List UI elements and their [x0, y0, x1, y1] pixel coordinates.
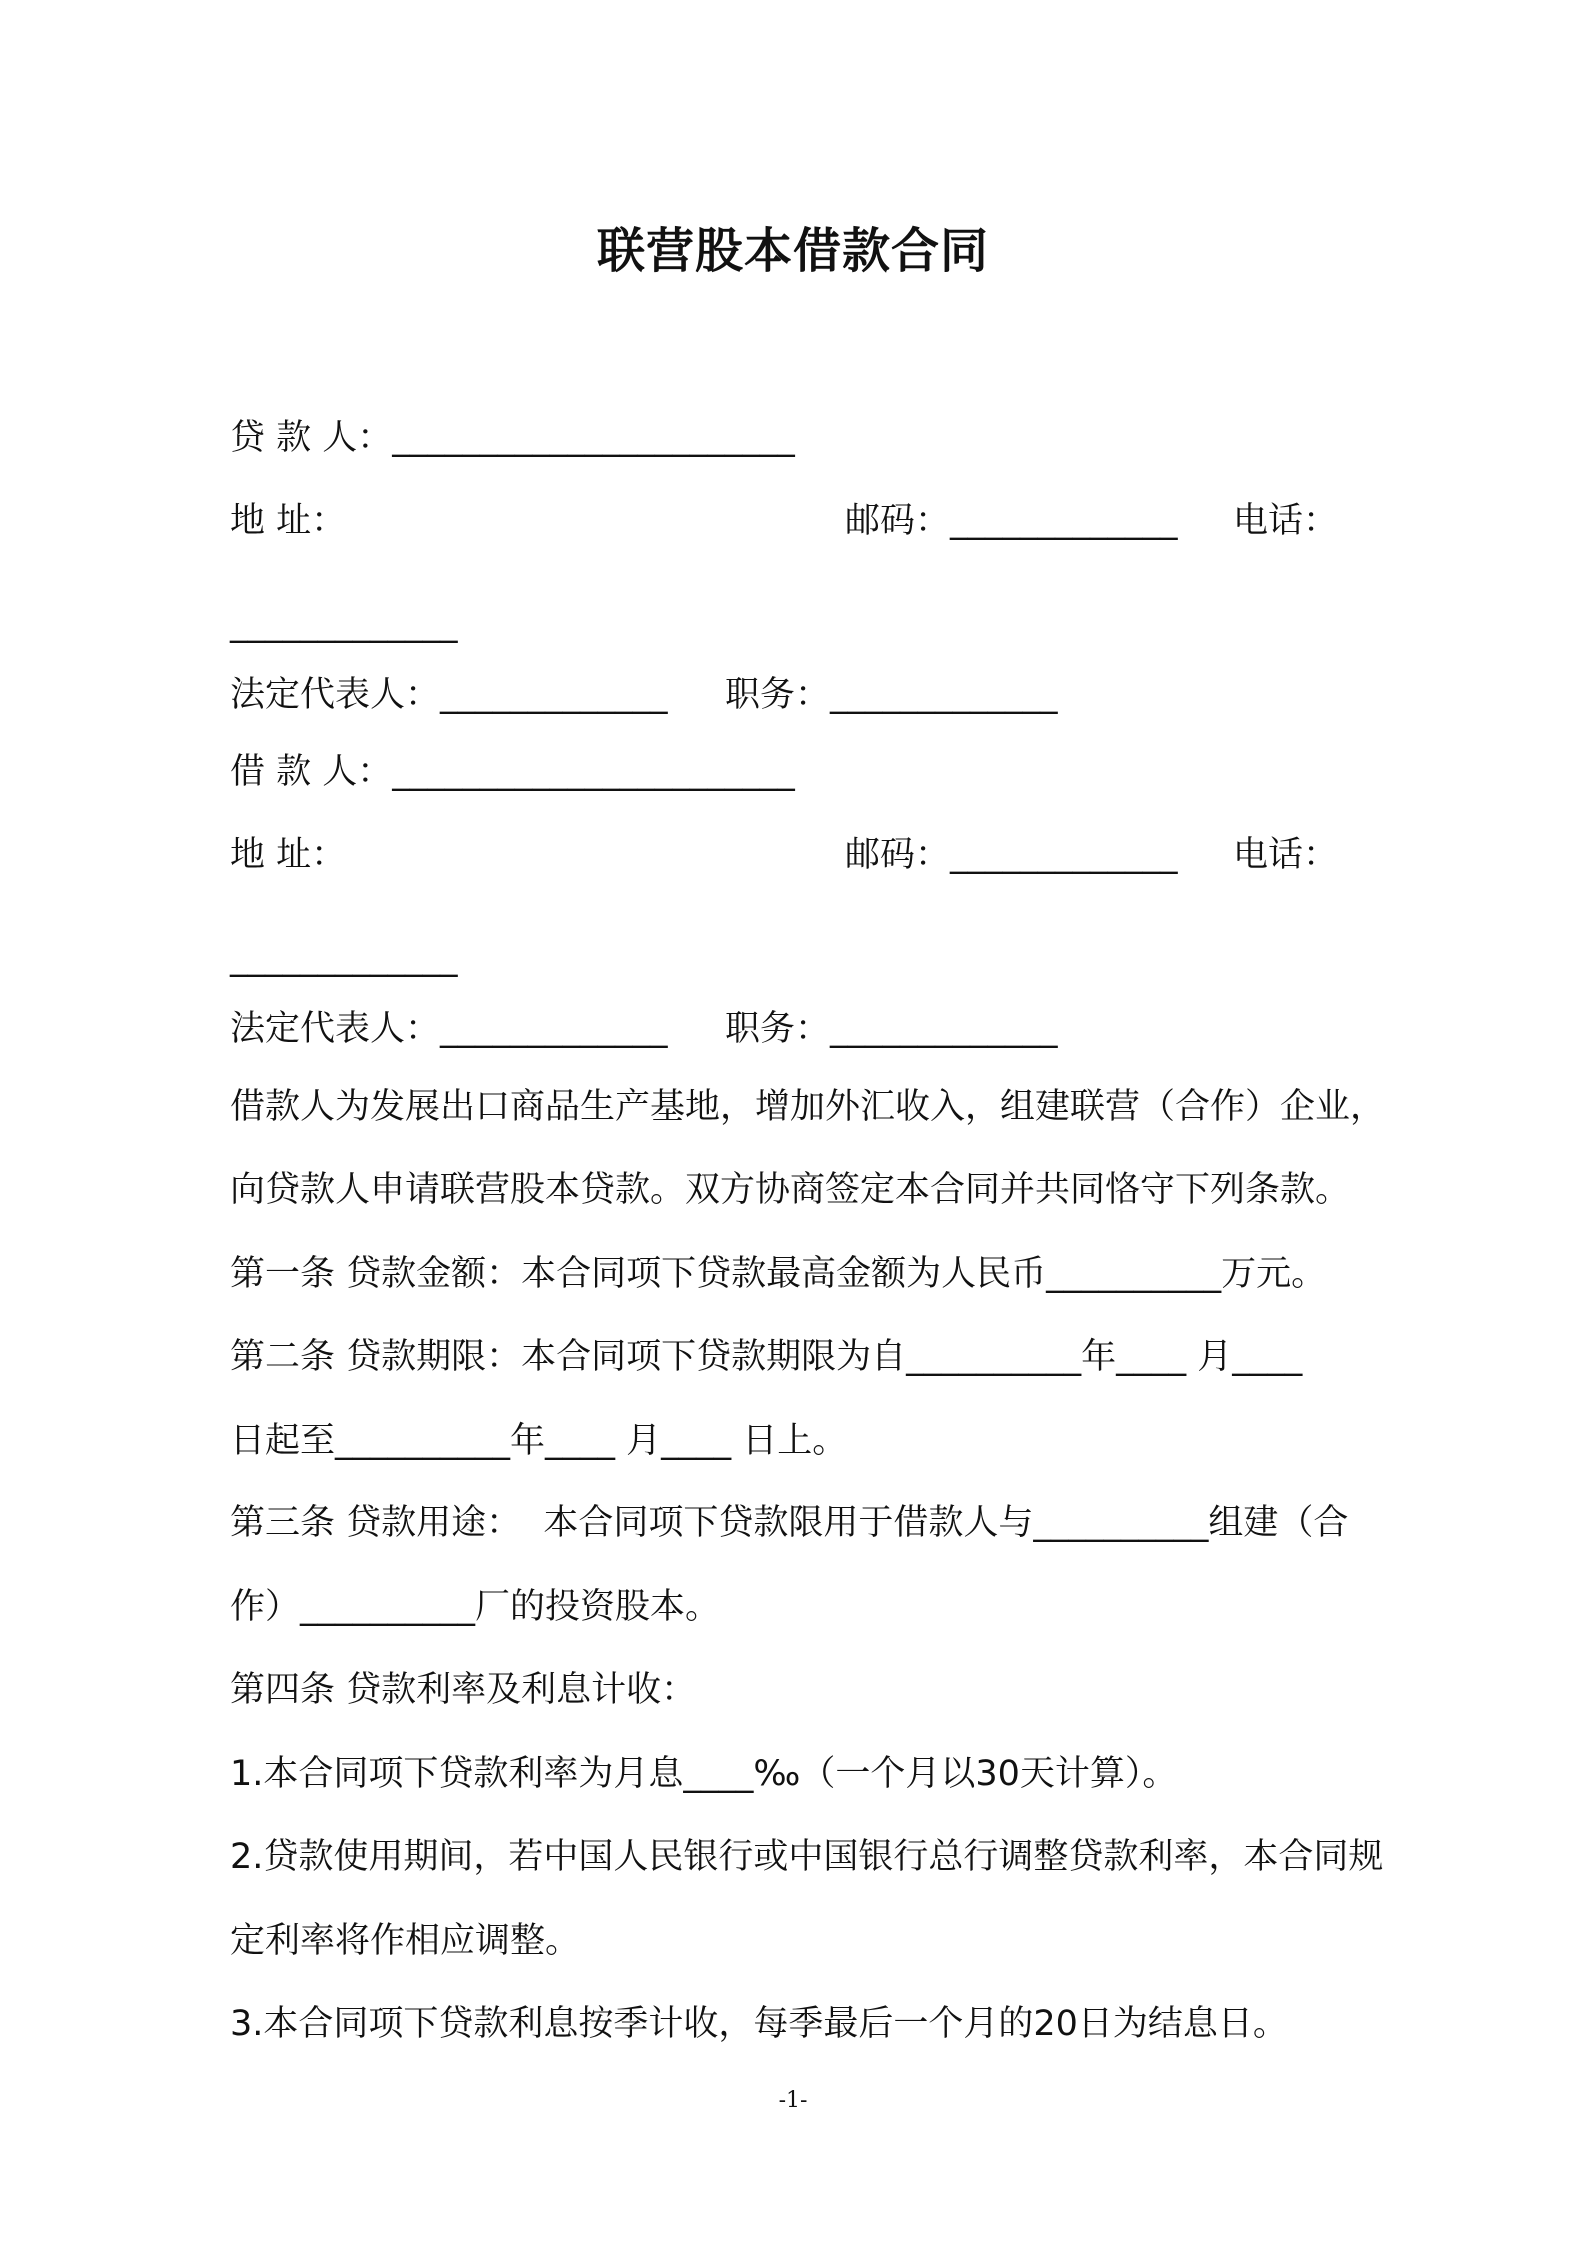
- borrower-name-line: 借 款 人：_______________________: [230, 752, 795, 792]
- clause-3-line-1: 第三条 贷款用途： 本合同项下贷款限用于借款人与__________组建（合: [230, 1503, 1349, 1543]
- lender-representative: 法定代表人：_____________: [230, 675, 668, 715]
- lender-position: 职务：_____________: [725, 675, 1058, 715]
- borrower-position: 职务：_____________: [725, 1009, 1058, 1049]
- clause-3-line-2: 作）__________厂的投资股本。: [230, 1587, 721, 1627]
- clause-4-item-3: 3.本合同项下贷款利息按季计收，每季最后一个月的20日为结息日。: [230, 2004, 1288, 2044]
- lender-phone-blank: _____________: [230, 604, 458, 644]
- borrower-phone-label: 电话：: [1233, 835, 1339, 875]
- preamble-line-1: 借款人为发展出口商品生产基地，增加外汇收入，组建联营（合作）企业，: [230, 1087, 1386, 1127]
- clause-2-line-1: 第二条 贷款期限：本合同项下贷款期限为自__________年____ 月____: [230, 1337, 1303, 1377]
- borrower-phone-blank: _____________: [230, 938, 458, 978]
- preamble-line-2: 向贷款人申请联营股本贷款。双方协商签定本合同并共同恪守下列条款。: [230, 1170, 1351, 1210]
- borrower-representative: 法定代表人：_____________: [230, 1009, 668, 1049]
- lender-address-label: 地 址：: [230, 501, 347, 541]
- lender-name-line: 贷 款 人：_______________________: [230, 418, 795, 458]
- borrower-address-label: 地 址：: [230, 835, 347, 875]
- document-title: 联营股本借款合同: [596, 223, 989, 279]
- clause-2-line-2: 日起至__________年____ 月____ 日上。: [230, 1421, 848, 1461]
- clause-4-item-2-line-2: 定利率将作相应调整。: [230, 1921, 581, 1961]
- page-number: -1-: [778, 2088, 808, 2113]
- clause-4-heading: 第四条 贷款利率及利息计收：: [230, 1670, 697, 1710]
- lender-postcode: 邮码：_____________: [845, 501, 1178, 541]
- clause-1: 第一条 贷款金额：本合同项下贷款最高金额为人民币__________万元。: [230, 1254, 1327, 1294]
- clause-4-item-1: 1.本合同项下贷款利率为月息____‰（一个月以30天计算）。: [230, 1754, 1178, 1794]
- borrower-postcode: 邮码：_____________: [845, 835, 1178, 875]
- lender-phone-label: 电话：: [1233, 501, 1339, 541]
- clause-4-item-2-line-1: 2.贷款使用期间，若中国人民银行或中国银行总行调整贷款利率，本合同规: [230, 1837, 1384, 1877]
